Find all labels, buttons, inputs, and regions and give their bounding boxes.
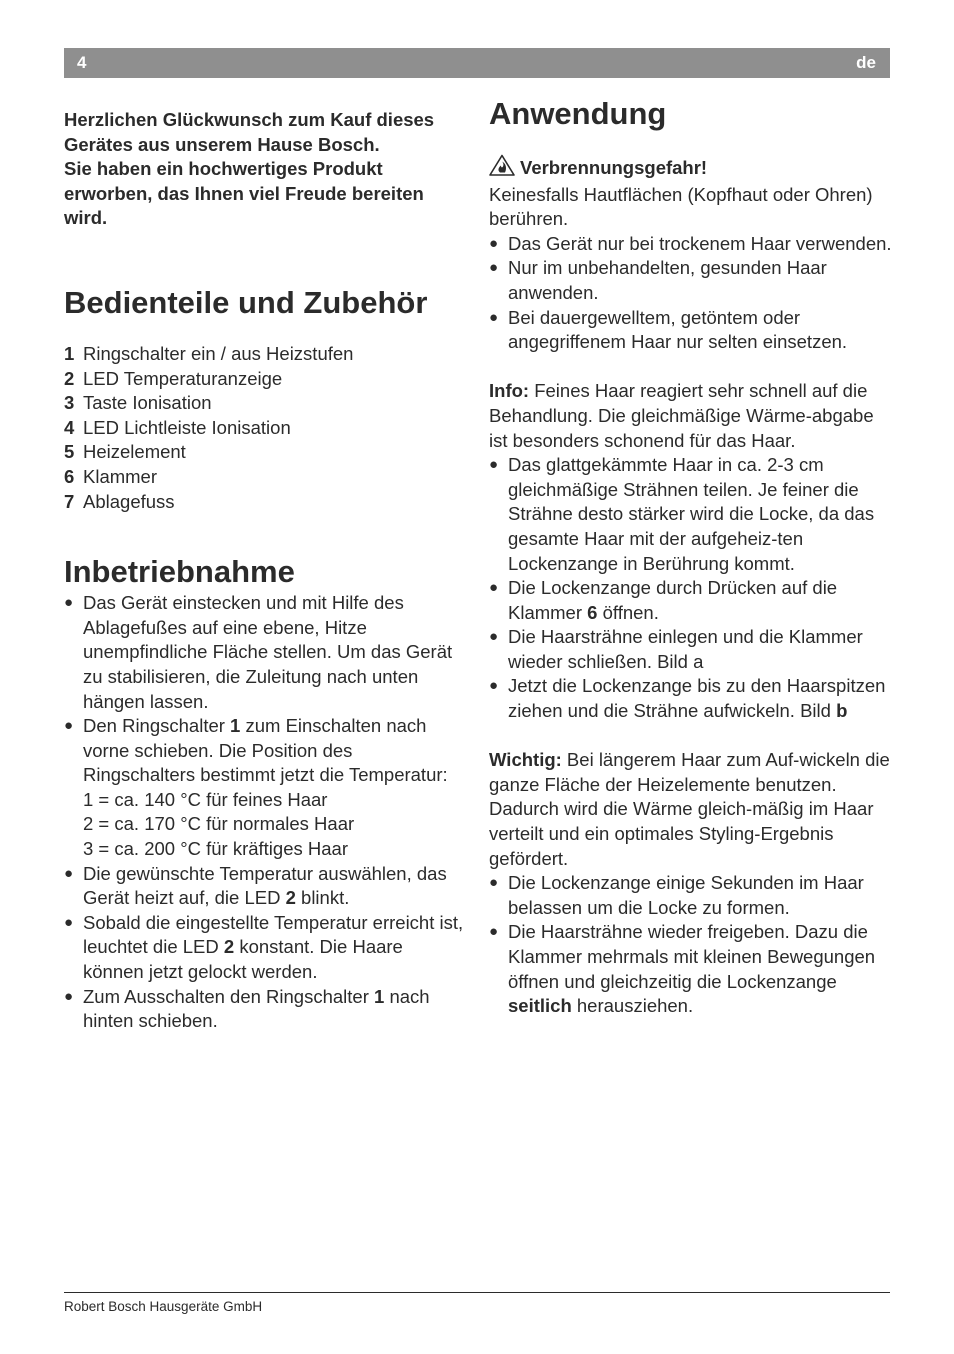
- intro-line: Sie haben ein hochwertiges Produkt: [64, 158, 383, 180]
- parts-item: [64, 391, 464, 416]
- step-text: konstant. Die Haare können jetzt gelockt werden.: [83, 936, 403, 983]
- parts-item: [64, 490, 464, 515]
- step-ref: 2: [223, 936, 235, 958]
- usage-text: Das glattgekämmte Haar in ca. 2-3 cm gleichmäßige Strähnen teilen. Je feiner die Strähne desto stärker wird die Locke, da das gesamte Haar mit der aufgeheiz-ten Lockenzange in Berührung kommt.: [508, 454, 875, 574]
- usage-text: Jetzt die Lockenzange bis zu den Haarspitzen ziehen und die Strähne aufwickeln. Bild: [508, 675, 886, 722]
- heading-usage: Anwendung: [489, 96, 667, 131]
- usage-list-3: [489, 871, 894, 1019]
- info-paragraph: [489, 379, 894, 453]
- warning-icon: [489, 154, 520, 183]
- parts-item: [64, 416, 464, 441]
- parts-list: [64, 342, 464, 514]
- parts-item-number: 3: [64, 392, 75, 414]
- heading-setup: Inbetriebnahme: [64, 554, 295, 590]
- parts-item-number: 7: [64, 490, 75, 512]
- parts-item: [64, 440, 464, 465]
- footer-company: Robert Bosch Hausgeräte GmbH: [64, 1299, 263, 1314]
- step-ref: 1: [374, 985, 385, 1007]
- usage-text: Die Haarsträhne wieder freigeben. Dazu die Klammer mehrmals mit kleinen Bewegungen öffnen und gleichzeitig die Lockenzange: [508, 921, 876, 992]
- temp-level: 3 = ca. 200 °C für kräftiges Haar: [83, 838, 348, 860]
- setup-step: [64, 911, 464, 985]
- usage-text: Bei dauergewelltem, getöntem oder angegriffenem Haar nur selten einsetzen.: [508, 306, 848, 353]
- parts-item-number: 2: [64, 367, 75, 389]
- warning-title: Verbrennungsgefahr!: [520, 157, 708, 178]
- intro-line: Herzlichen Glückwunsch zum Kauf dieses: [64, 109, 435, 130]
- parts-item-label: Heizelement: [83, 441, 186, 463]
- step-text: Das Gerät einstecken und mit Hilfe des Ablagefußes auf eine ebene, Hitze unempfindliche Fläche stellen. Um das Gerät zu stabilisieren, die Zuleitung nach unten hängen lassen.: [83, 592, 453, 712]
- parts-item: [64, 342, 464, 367]
- usage-text: herausziehen.: [571, 995, 694, 1017]
- footer-divider: [64, 1292, 890, 1293]
- intro-line: erworben, das Ihnen viel Freude bereiten: [64, 182, 424, 204]
- setup-step: [64, 714, 464, 862]
- usage-text: Nur im unbehandelten, gesunden Haar anwenden.: [508, 257, 827, 303]
- intro-line: wird.: [64, 207, 108, 229]
- step-text: Den Ringschalter: [83, 715, 231, 737]
- usage-item: [489, 232, 894, 257]
- usage-text: Die Haarsträhne einlegen und die Klammer wieder schließen. Bild a: [508, 626, 863, 672]
- setup-list: [64, 591, 464, 1034]
- usage-list-2: [489, 453, 894, 724]
- usage-ref: 6: [587, 601, 598, 623]
- step-text: blinkt.: [295, 887, 350, 909]
- parts-item-label: Ablagefuss: [83, 490, 175, 512]
- parts-item-number: 6: [64, 465, 75, 487]
- parts-item-label: LED Lichtleiste Ionisation: [83, 416, 291, 438]
- temp-level: 2 = ca. 170 °C für normales Haar: [83, 813, 355, 835]
- step-text: zum Einschalten nach vorne schieben. Die Position des Ringschalters bestimmt jetzt die Temperatur:: [83, 715, 448, 786]
- important-label: Wichtig:: [489, 749, 562, 771]
- usage-emphasis: seitlich: [508, 995, 572, 1017]
- parts-item: [64, 465, 464, 490]
- parts-item-label: Ringschalter ein / aus Heizstufen: [83, 342, 354, 364]
- info-text: Feines Haar reagiert sehr schnell auf die Behandlung. Die gleichmäßige Wärme-abgabe ist besonders schonend für das Haar.: [489, 380, 874, 451]
- usage-item: [489, 871, 894, 920]
- usage-text: öffnen.: [597, 601, 659, 623]
- parts-item: [64, 367, 464, 392]
- page-header-bar: [64, 48, 890, 78]
- step-text: Sobald die eingestellte Temperatur erreicht ist, leuchtet die LED: [83, 911, 464, 958]
- usage-item: [489, 674, 894, 723]
- usage-item: [489, 625, 894, 674]
- parts-item-label: Klammer: [83, 465, 158, 487]
- important-text: Bei längerem Haar zum Auf-wickeln die ganze Fläche der Heizelemente benutzen. Dadurch wird die Wärme gleich-mäßig im Haar verteilt und ein optimales Styling-Ergebnis gefördert.: [489, 749, 890, 869]
- parts-item-number: 5: [64, 441, 75, 463]
- usage-text: Die Lockenzange einige Sekunden im Haar belassen um die Locke zu formen.: [508, 872, 864, 918]
- usage-item: [489, 920, 894, 1018]
- parts-item-number: 1: [64, 342, 75, 364]
- left-column: [64, 108, 464, 1034]
- usage-ref: b: [836, 700, 848, 722]
- step-ref: 2: [285, 887, 296, 909]
- setup-step: [64, 591, 464, 714]
- usage-item: [489, 256, 894, 305]
- page-number: 4: [77, 53, 87, 72]
- usage-item: [489, 453, 894, 576]
- temp-level: 1 = ca. 140 °C für feines Haar: [83, 788, 328, 810]
- usage-item: [489, 306, 894, 355]
- usage-text: Die Lockenzange durch Drücken auf die Klammer: [508, 577, 838, 623]
- language-code: de: [856, 53, 876, 72]
- warning-text: Keinesfalls Hautflächen (Kopfhaut oder Ohren) berühren.: [489, 183, 873, 230]
- setup-step: [64, 862, 464, 911]
- usage-item: [489, 576, 894, 625]
- info-label: Info:: [489, 380, 530, 402]
- step-ref: 1: [230, 715, 241, 737]
- parts-item-label: LED Temperaturanzeige: [83, 367, 283, 389]
- step-text: Die gewünschte Temperatur auswählen, das Gerät heizt auf, die LED: [83, 862, 447, 909]
- parts-item-label: Taste Ionisation: [83, 392, 212, 414]
- heading-parts: Bedienteile und Zubehör: [64, 284, 428, 320]
- step-text: Zum Ausschalten den Ringschalter: [83, 985, 375, 1007]
- intro-text: [64, 108, 464, 231]
- warning-title-row: [489, 154, 894, 183]
- intro-line: Gerätes aus unserem Hause Bosch.: [64, 133, 380, 155]
- step-text: nach hinten schieben.: [83, 985, 430, 1032]
- important-paragraph: [489, 748, 894, 871]
- right-column: [489, 95, 894, 1019]
- usage-list-1: [489, 232, 894, 355]
- setup-step: [64, 985, 464, 1034]
- usage-text: Das Gerät nur bei trockenem Haar verwenden.: [508, 232, 892, 254]
- parts-item-number: 4: [64, 416, 75, 438]
